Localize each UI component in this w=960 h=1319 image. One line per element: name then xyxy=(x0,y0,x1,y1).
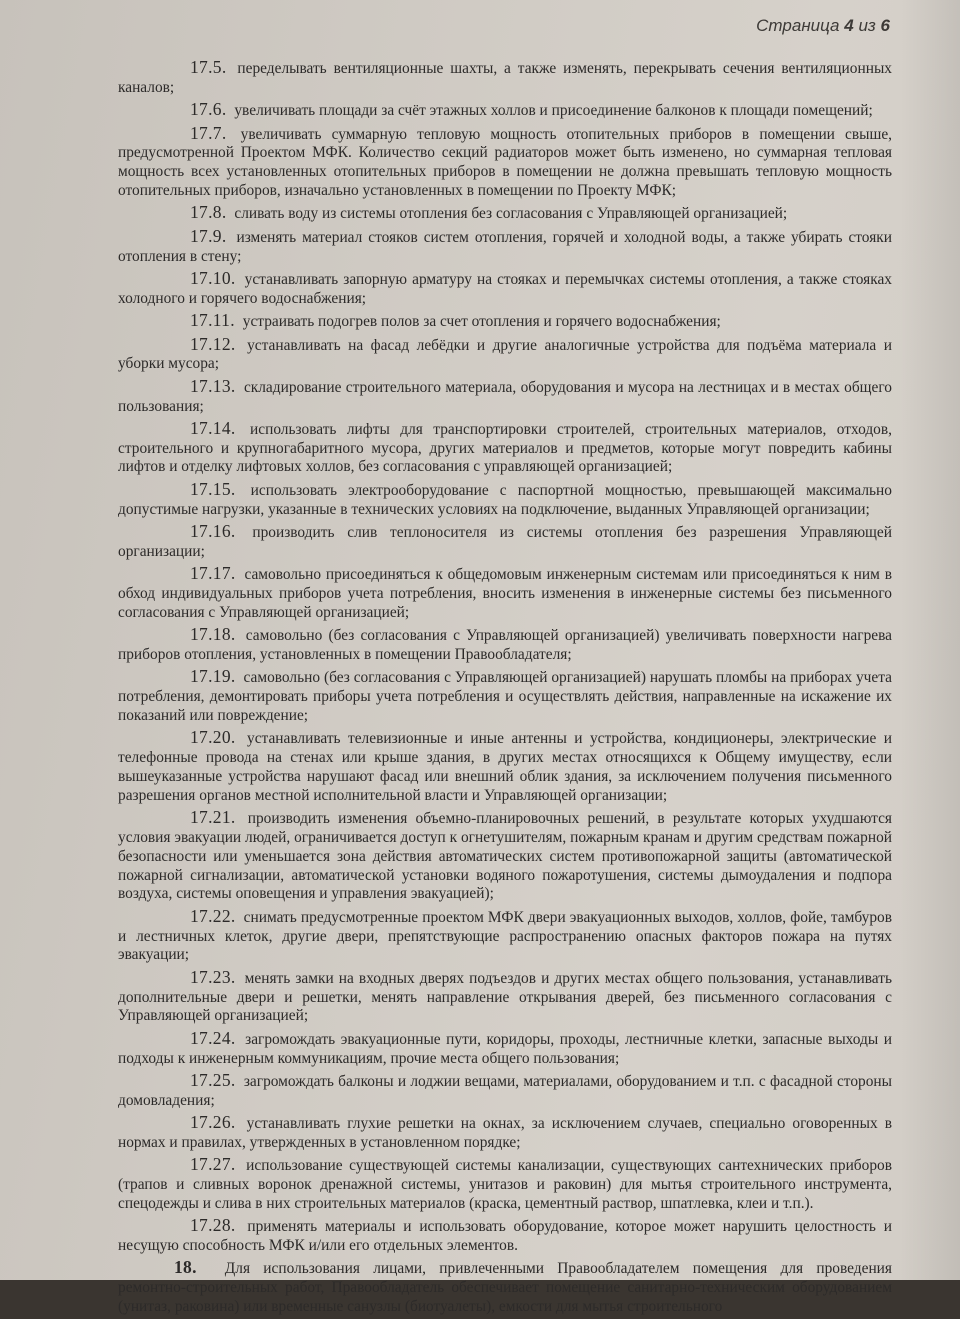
clause-number: 17.22. xyxy=(190,905,236,926)
clause-number: 17.11. xyxy=(190,310,235,331)
clause-text: снимать предусмотренные проектом МФК двери эвакуационных выходов, холлов, фойе, тамбуров и лестничных клеток, другие двери, препятствующие распространению опасных факторов пожара на путях эвакуации; xyxy=(118,908,892,964)
clause-17-6 xyxy=(118,100,892,121)
clause-number: 17.15. xyxy=(190,478,236,499)
clause-number: 17.21. xyxy=(190,807,236,828)
clause-number: 17.25. xyxy=(190,1069,236,1090)
page-number xyxy=(756,16,890,36)
clause-number: 17.12. xyxy=(190,333,236,354)
clause-number: 17.14. xyxy=(190,417,236,438)
clause-text: менять замки на входных дверях подъездов и других местах общего пользования, устанавливать дополнительные двери и решетки, менять направление открывания дверей, без письменного согласования с Управляющей организацией; xyxy=(118,969,892,1025)
clause-number: 17.24. xyxy=(190,1027,236,1048)
clause-number: 17.16. xyxy=(190,521,236,542)
clause-text: самовольно присоединяться к общедомовым инженерным системам или присоединяться к ним в обход индивидуальных приборов учета потребления, вносить изменения в инженерные системы без письменного согласования с Управляющей организацией; xyxy=(118,566,892,621)
clause-text: изменять материал стояков систем отопления, горячей и холодной воды, а также убирать стояки отопления в стену; xyxy=(118,228,892,265)
clause-number: 17.18. xyxy=(190,624,236,645)
clause-17-24 xyxy=(118,1029,892,1069)
page-number-prefix: Страница xyxy=(756,16,840,35)
clause-text: самовольно (без согласования с Управляющей организацией) нарушать пломбы на приборах учета потребления, демонтировать приборы учета потребления и осуществлять действия, направленные на искажение их показаний или повреждение; xyxy=(118,669,892,725)
clause-text: использовать лифты для транспортировки строителей, строительных материалов, отходов, строительного и крупногабаритного мусора, других материалов и предметов, которые могут повредить кабины лифтов и отделку лифтовых холлов, без согласования с управляющей организацией; xyxy=(118,420,892,476)
clause-17-23 xyxy=(118,968,892,1026)
clause-text: производить изменения объемно-планировочных решений, в результате которых ухудшаются условия эвакуации людей, ограничивается доступ к огнетушителям, пожарным кранам и другим средствам пожарной безопасности или уменьшается зона действия автоматических систем противопожарной защиты (автоматической пожарной сигнализации, автоматической установки водяного пожаротушения, системы дымоудаления и подпора воздуха, системы оповещения и управления эвакуацией); xyxy=(118,810,892,903)
page-number-current: 4 xyxy=(844,16,854,35)
clause-17-9 xyxy=(118,227,892,267)
clause-17-14 xyxy=(118,419,892,477)
clause-text: загромождать балконы и лоджии вещами, материалами, оборудованием и т.п. с фасадной стороны домовладения; xyxy=(118,1072,892,1109)
clause-text: увеличивать площади за счёт этажных холлов и присоединение балконов к площади помещений; xyxy=(234,102,873,120)
clause-number: 17.20. xyxy=(190,727,236,748)
clause-17-8 xyxy=(118,203,892,224)
clause-text: загромождать эвакуационные пути, коридоры, проходы, лестничные клетки, запасные выходы и подходы к инженерным коммуникациям, прочие места общего пользования; xyxy=(118,1030,892,1067)
clause-17-15 xyxy=(118,480,892,520)
clause-17-21 xyxy=(118,808,892,904)
clause-17-10 xyxy=(118,269,892,309)
clause-number: 17.5. xyxy=(190,57,227,77)
clause-17-17 xyxy=(118,564,892,622)
clause-17-12 xyxy=(118,335,892,375)
clause-number: 17.23. xyxy=(190,966,236,987)
clause-18 xyxy=(118,1258,892,1316)
clause-number: 17.6. xyxy=(190,99,227,120)
clause-17-19 xyxy=(118,667,892,725)
clause-17-28 xyxy=(118,1216,892,1256)
clause-text: применять материалы и использовать оборудование, которое может нарушить целостность и несущую способность МФК и/или его отдельных элементов. xyxy=(118,1218,892,1255)
clause-number: 17.10. xyxy=(190,267,236,288)
page-edge-shadow xyxy=(900,0,960,1280)
clause-text: устанавливать на фасад лебёдки и другие аналогичные устройства для подъёма материала и уборки мусора; xyxy=(118,336,892,373)
clause-number: 17.8. xyxy=(190,202,227,223)
clause-text: Для использования лицами, привлеченными Правообладателем помещения для проведения ремонтно-строительных работ, Правообладатель обеспечивает помещение санитарно-техническим оборудованием (унитаз, раковина) или временные санузлы (биотуалеты), емкости для мытья строительного xyxy=(118,1260,892,1316)
clause-text: устанавливать телевизионные и иные антенны и устройства, кондиционеры, электрические и телефонные провода на стенах или крыше здания, в других местах относящихся к Общему имуществу, если вышеуказанные устройства нарушают фасад или внешний облик здания, за исключением получения письменного разрешения органов местной исполнительной власти и Управляющей организации; xyxy=(118,730,892,804)
clause-text: самовольно (без согласования с Управляющей организацией) увеличивать поверхности нагрева приборов отопления, установленных в помещении Правообладателя; xyxy=(118,627,892,664)
clause-number: 17.26. xyxy=(190,1112,236,1133)
clause-text: складирование строительного материала, оборудования и мусора на лестницах и в местах общего пользования; xyxy=(118,378,892,415)
clause-number: 17.7. xyxy=(190,122,227,143)
clause-17-22 xyxy=(118,907,892,965)
clause-number: 18. xyxy=(174,1257,197,1278)
clause-number: 17.19. xyxy=(190,666,236,687)
clause-17-20 xyxy=(118,728,892,805)
clause-17-26 xyxy=(118,1113,892,1153)
clause-17-25 xyxy=(118,1071,892,1111)
clause-number: 17.27. xyxy=(190,1154,236,1175)
clause-text: использовать электрооборудование с паспортной мощностью, превышающей максимально допустимые нагрузки, указанные в технических условиях на подключение, выданных Управляющей организации; xyxy=(118,481,892,518)
document-body xyxy=(118,58,892,1319)
clause-17-11 xyxy=(118,311,892,332)
clause-17-18 xyxy=(118,625,892,665)
clause-number: 17.28. xyxy=(190,1215,236,1236)
clause-17-5 xyxy=(118,58,892,98)
page-number-middle: из xyxy=(858,16,876,35)
clause-text: увеличивать суммарную тепловую мощность отопительных приборов в помещении свыше, предусмотренной Проектом МФК. Количество секций радиаторов может быть изменено, но суммарная тепловая мощность всех установленных отопительных приборов в помещении не должна превышать тепловую мощность отопительных приборов, изначально установленных в помещении по Проекту МФК; xyxy=(118,125,892,199)
clause-number: 17.13. xyxy=(190,375,236,396)
clause-text: устанавливать глухие решетки на окнах, за исключением случаев, специально оговоренных в нормах и правилах, утвержденных в установленном порядке; xyxy=(118,1115,892,1151)
clause-17-16 xyxy=(118,522,892,562)
clause-text: устанавливать запорную арматуру на стояках и перемычках системы отопления, а также стояках холодного и горячего водоснабжения; xyxy=(118,270,892,307)
clause-17-7 xyxy=(118,124,892,201)
clause-17-27 xyxy=(118,1155,892,1213)
clause-number: 17.17. xyxy=(190,563,236,584)
clause-text: устраивать подогрев полов за счет отопления и горячего водоснабжения; xyxy=(242,313,721,331)
clause-text: использование существующей системы канализации, существующих сантехнических приборов (трапов и сливных воронок дренажной системы, унитазов и раковин) для мытья строительного инструмента, спецодежды и слива в них строительных материалов (краска, цементный раствор, шпатлевка, клеи и т.п.). xyxy=(118,1157,892,1212)
clause-17-13 xyxy=(118,377,892,417)
clause-text: переделывать вентиляционные шахты, а также изменять, перекрывать сечения вентиляционных каналов; xyxy=(118,60,892,96)
page-number-total: 6 xyxy=(880,16,890,35)
clause-text: сливать воду из системы отопления без согласования с Управляющей организацией; xyxy=(234,205,788,223)
clause-number: 17.9. xyxy=(190,225,227,246)
clause-text: производить слив теплоносителя из системы отопления без разрешения Управляющей организации; xyxy=(118,524,892,560)
